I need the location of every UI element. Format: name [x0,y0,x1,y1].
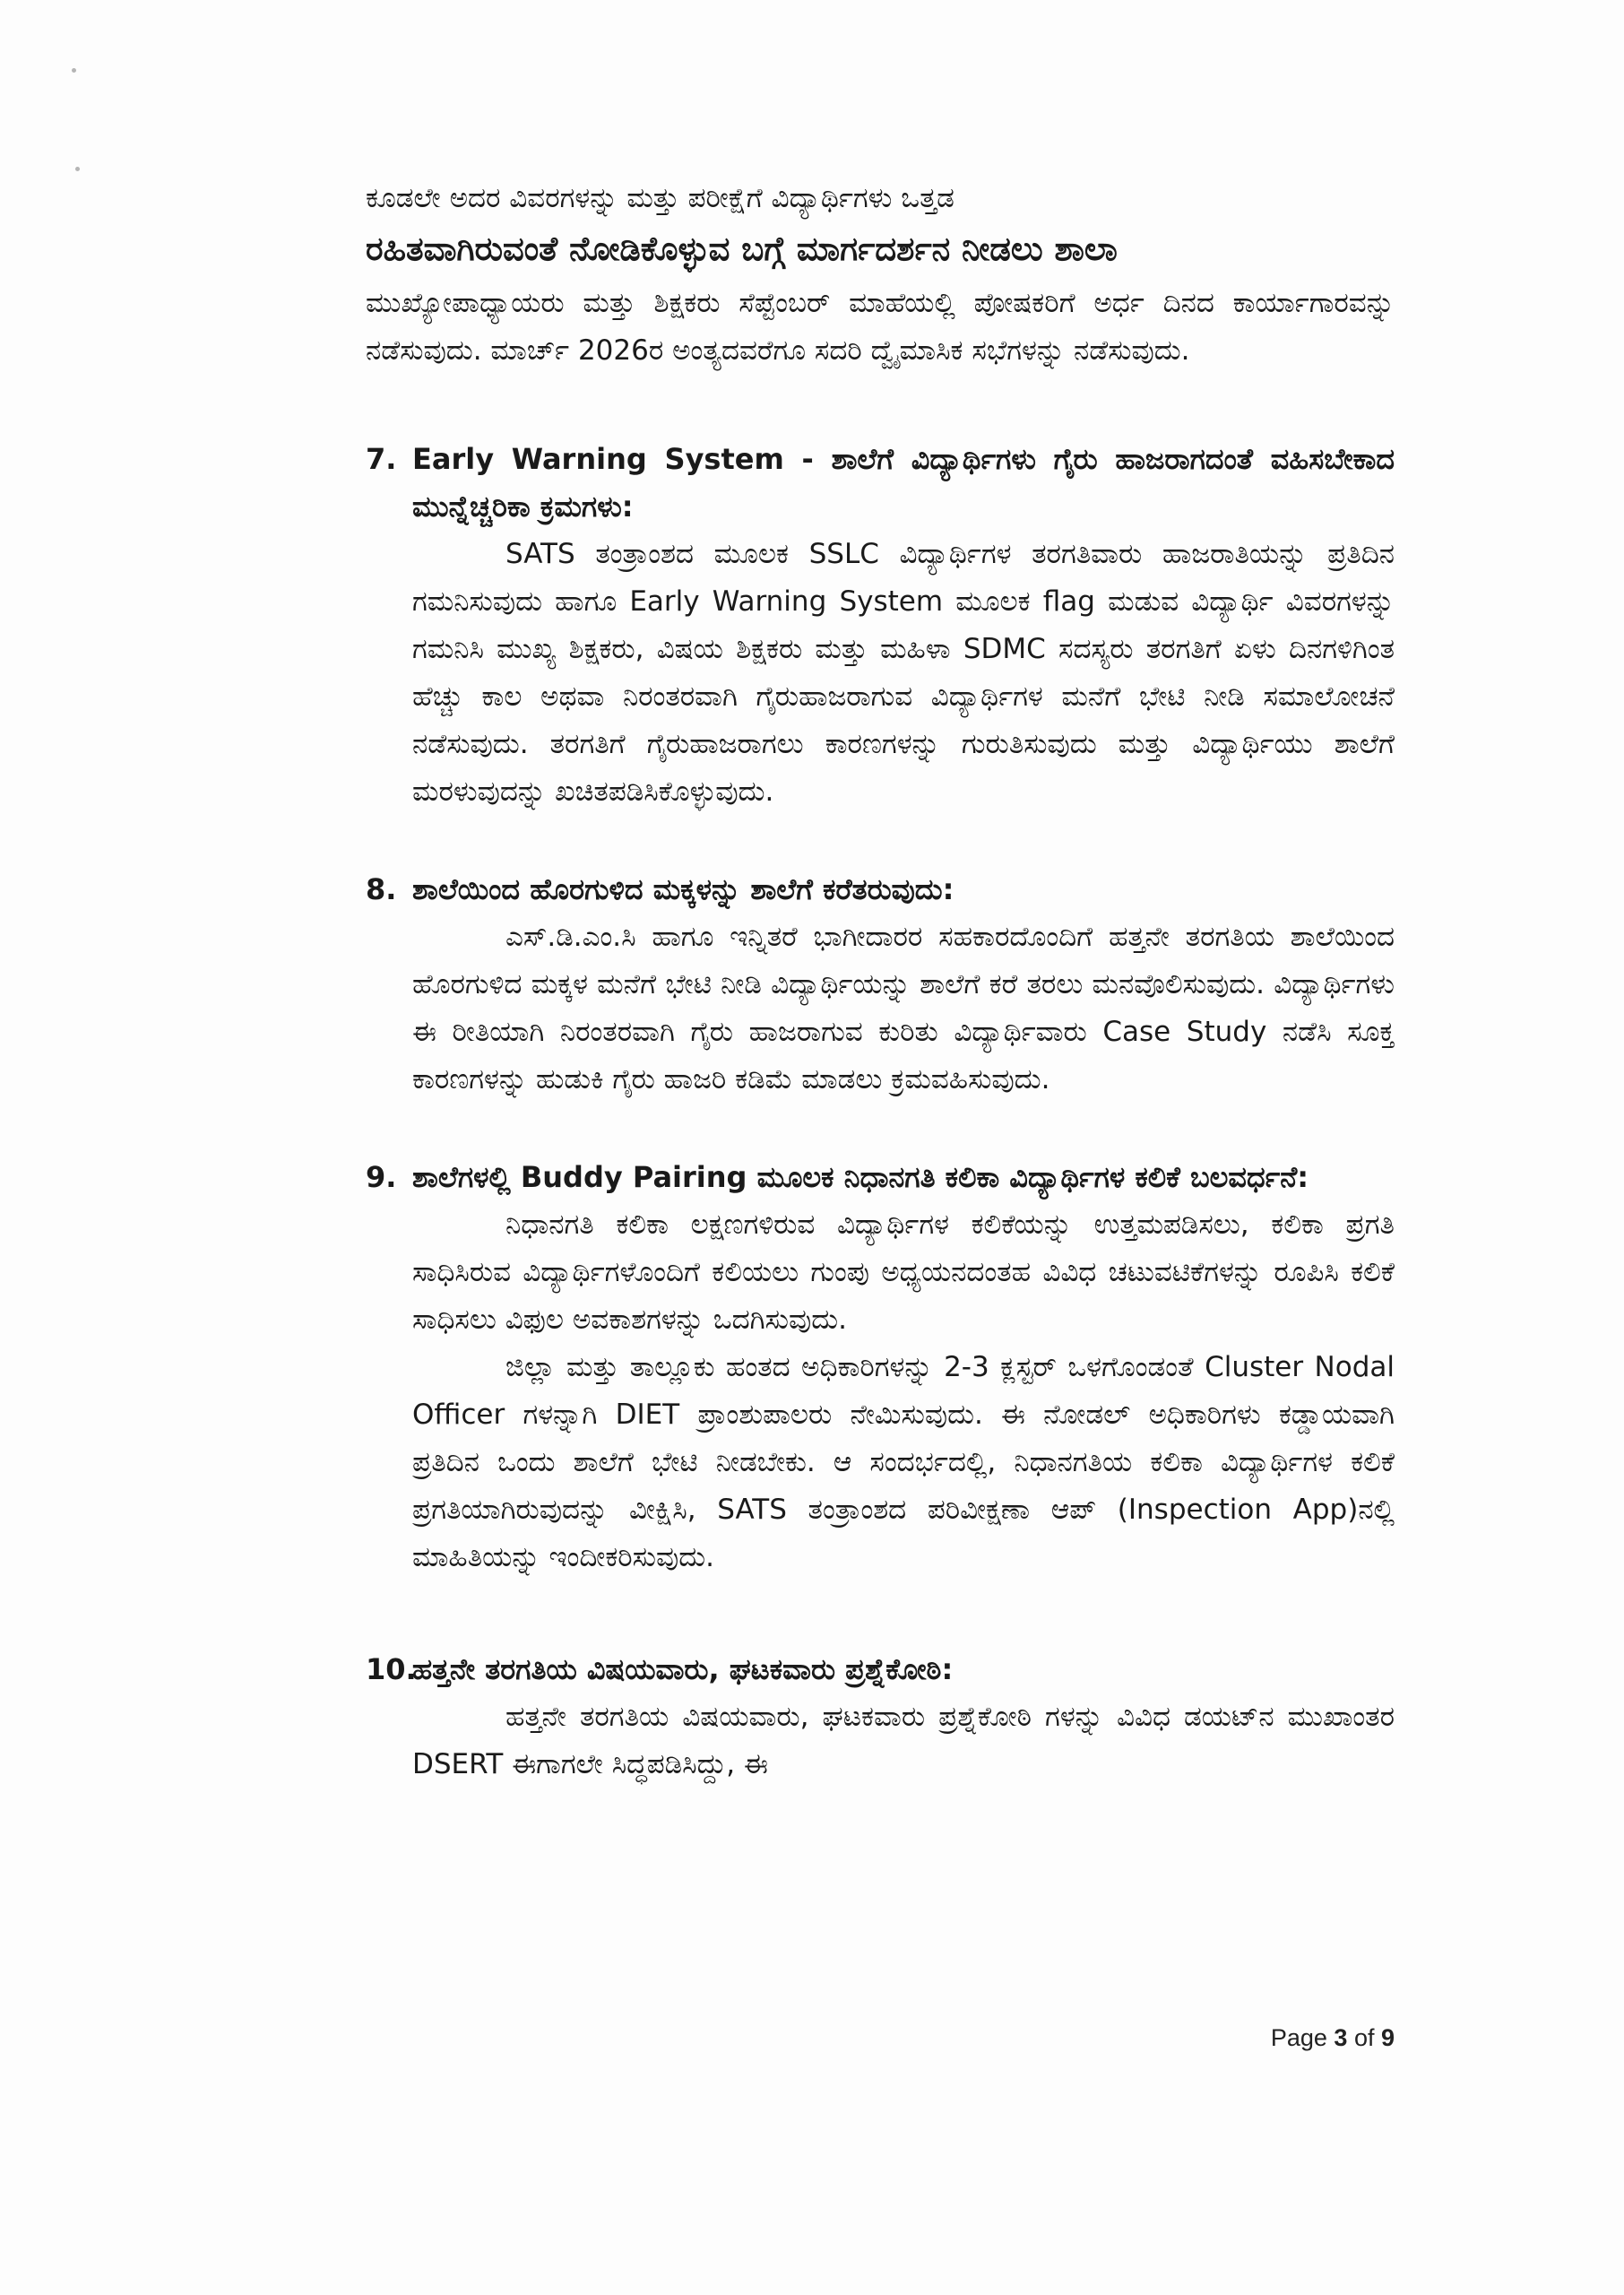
section-body [412,531,1395,816]
section-heading [366,1646,1395,1693]
page-number-prefix: Page [1270,2024,1335,2051]
section-number: 9. [366,1160,397,1194]
page-number-total: 9 [1380,2024,1395,2051]
page-number-current: 3 [1334,2024,1348,2051]
intro-line-2: ರಹಿತವಾಗಿರುವಂತೆ ನೋಡಿಕೊಳ್ಳುವ ಬಗ್ಗೆ ಮಾರ್ಗದರ್ಶನ ನೀಡಲು ಶಾಲಾ [366,230,1118,268]
intro-rest: ಮುಖ್ಯೋಪಾಧ್ಯಾಯರು ಮತ್ತು ಶಿಕ್ಷಕರು ಸೆಪ್ಟೆಂಬರ್ ಮಾಹೆಯಲ್ಲಿ ಪೋಷಕರಿಗೆ ಅರ್ಧ ದಿನದ ಕಾರ್ಯಾಗಾರವನ್ನು ನಡೆಸುವುದು. ಮಾರ್ಚ್ 2026ರ ಅಂತ್ಯದವರೆಗೂ ಸದರಿ ದ್ವೈಮಾಸಿಕ ಸಭೆಗಳನ್ನು ನಡೆಸುವುದು. [366,287,1395,367]
section-title: ಶಾಲೆಯಿಂದ ಹೊರಗುಳಿದ ಮಕ್ಕಳನ್ನು ಶಾಲೆಗೆ ಕರೆತರುವುದು: [412,872,955,906]
section-body [412,1693,1395,1788]
scan-speck [72,68,76,73]
page-number [1237,2024,1395,2052]
page-content [366,175,1395,1788]
section-paragraph: ಎಸ್.ಡಿ.ಎಂ.ಸಿ ಹಾಗೂ ಇನ್ನಿತರೆ ಭಾಗೀದಾರರ ಸಹಕಾರದೊಂದಿಗೆ ಹತ್ತನೇ ತರಗತಿಯ ಶಾಲೆಯಿಂದ ಹೊರಗುಳಿದ ಮಕ್ಕಳ ಮನೆಗೆ ಭೇಟಿ ನೀಡಿ ವಿದ್ಯಾರ್ಥಿಯನ್ನು ಶಾಲೆಗೆ ಕರೆ ತರಲು ಮನವೊಲಿಸುವುದು. ವಿದ್ಯಾರ್ಥಿಗಳು ಈ ರೀತಿಯಾಗಿ ನಿರಂತರವಾಗಿ ಗೈರು ಹಾಜರಾಗುವ ಕುರಿತು ವಿದ್ಯಾರ್ಥಿವಾರು Case Study ನಡೆಸಿ ಸೂಕ್ತ ಕಾರಣಗಳನ್ನು ಹುಡುಕಿ ಗೈರು ಹಾಜರಿ ಕಡಿಮೆ ಮಾಡಲು ಕ್ರಮವಹಿಸುವುದು. [412,921,1395,1096]
scan-speck [75,167,80,171]
section-title: ಹತ್ತನೇ ತರಗತಿಯ ವಿಷಯವಾರು, ಘಟಕವಾರು ಪ್ರಶ್ನೆಕೋಠಿ: [412,1652,954,1686]
section-title: Early Warning System - ಶಾಲೆಗೆ ವಿದ್ಯಾರ್ಥಿಗಳು ಗೈರು ಹಾಜರಾಗದಂತೆ ವಹಿಸಬೇಕಾದ ಮುನ್ನೆಚ್ಚರಿಕಾ ಕ್ರಮಗಳು: [412,442,1395,524]
section-9 [366,1154,1395,1581]
section-paragraph: ಜಿಲ್ಲಾ ಮತ್ತು ತಾಲ್ಲೂಕು ಹಂತದ ಅಧಿಕಾರಿಗಳನ್ನು 2-3 ಕ್ಲಸ್ಟರ್ ಒಳಗೊಂಡಂತೆ Cluster Nodal Officer ಗಳನ್ನಾಗಿ DIET ಪ್ರಾಂಶುಪಾಲರು ನೇಮಿಸುವುದು. ಈ ನೋಡಲ್ ಅಧಿಕಾರಿಗಳು ಕಡ್ಡಾಯವಾಗಿ ಪ್ರತಿದಿನ ಒಂದು ಶಾಲೆಗೆ ಭೇಟಿ ನೀಡಬೇಕು. ಆ ಸಂದರ್ಭದಲ್ಲಿ, ನಿಧಾನಗತಿಯ ಕಲಿಕಾ ವಿದ್ಯಾರ್ಥಿಗಳ ಕಲಿಕೆ ಪ್ರಗತಿಯಾಗಿರುವುದನ್ನು ವೀಕ್ಷಿಸಿ, SATS ತಂತ್ರಾಂಶದ ಪರಿವೀಕ್ಷಣಾ ಆಪ್ (Inspection App)ನಲ್ಲಿ ಮಾಹಿತಿಯನ್ನು ಇಂದೀಕರಿಸುವುದು. [412,1351,1395,1573]
section-heading [366,436,1395,531]
section-number: 10. [366,1652,417,1686]
section-7 [366,436,1395,816]
section-paragraph: SATS ತಂತ್ರಾಂಶದ ಮೂಲಕ SSLC ವಿದ್ಯಾರ್ಥಿಗಳ ತರಗತಿವಾರು ಹಾಜರಾತಿಯನ್ನು ಪ್ರತಿದಿನ ಗಮನಿಸುವುದು ಹಾಗೂ Early Warning System ಮೂಲಕ flag ಮಡುವ ವಿದ್ಯಾರ್ಥಿ ವಿವರಗಳನ್ನು ಗಮನಿಸಿ ಮುಖ್ಯ ಶಿಕ್ಷಕರು, ವಿಷಯ ಶಿಕ್ಷಕರು ಮತ್ತು ಮಹಿಳಾ SDMC ಸದಸ್ಯರು ತರಗತಿಗೆ ಏಳು ದಿನಗಳಿಗಿಂತ ಹೆಚ್ಚು ಕಾಲ ಅಥವಾ ನಿರಂತರವಾಗಿ ಗೈರುಹಾಜರಾಗುವ ವಿದ್ಯಾರ್ಥಿಗಳ ಮನೆಗೆ ಭೇಟಿ ನೀಡಿ ಸಮಾಲೋಚನೆ ನಡೆಸುವುದು. ತರಗತಿಗೆ ಗೈರುಹಾಜರಾಗಲು ಕಾರಣಗಳನ್ನು ಗುರುತಿಸುವುದು ಮತ್ತು ವಿದ್ಯಾರ್ಥಿಯು ಶಾಲೆಗೆ ಮರಳುವುದನ್ನು ಖಚಿತಪಡಿಸಿಕೊಳ್ಳುವುದು. [412,538,1395,808]
section-number: 7. [366,442,397,476]
section-body [412,1201,1395,1581]
section-heading [366,1154,1395,1201]
section-8 [366,866,1395,1104]
section-number: 8. [366,872,397,906]
intro-line-1: ಕೂಡಲೇ ಅದರ ವಿವರಗಳನ್ನು ಮತ್ತು ಪರೀಕ್ಷೆಗೆ ವಿದ್ಯಾರ್ಥಿಗಳು ಒತ್ತಡ [366,182,955,214]
section-paragraph: ನಿಧಾನಗತಿ ಕಲಿಕಾ ಲಕ್ಷಣಗಳಿರುವ ವಿದ್ಯಾರ್ಥಿಗಳ ಕಲಿಕೆಯನ್ನು ಉತ್ತಮಪಡಿಸಲು, ಕಲಿಕಾ ಪ್ರಗತಿ ಸಾಧಿಸಿರುವ ವಿದ್ಯಾರ್ಥಿಗಳೊಂದಿಗೆ ಕಲಿಯಲು ಗುಂಪು ಅಧ್ಯಯನದಂತಹ ವಿವಿಧ ಚಟುವಟಿಕೆಗಳನ್ನು ರೂಪಿಸಿ ಕಲಿಕೆ ಸಾಧಿಸಲು ವಿಫುಲ ಅವಕಾಶಗಳನ್ನು ಒದಗಿಸುವುದು. [412,1208,1395,1336]
page-number-separator: of [1347,2024,1381,2051]
section-10 [366,1646,1395,1788]
section-title: ಶಾಲೆಗಳಲ್ಲಿ Buddy Pairing ಮೂಲಕ ನಿಧಾನಗತಿ ಕಲಿಕಾ ವಿದ್ಯಾರ್ಥಿಗಳ ಕಲಿಕೆ ಬಲವರ್ಧನೆ: [412,1160,1309,1194]
section-paragraph: ಹತ್ತನೇ ತರಗತಿಯ ವಿಷಯವಾರು, ಘಟಕವಾರು ಪ್ರಶ್ನೆಕೋಠಿ ಗಳನ್ನು ವಿವಿಧ ಡಯಟ್‌ನ ಮುಖಾಂತರ DSERT ಈಗಾಗಲೇ ಸಿದ್ಧಪಡಿಸಿದ್ದು, ಈ [412,1701,1395,1780]
section-heading [366,866,1395,914]
section-body [412,914,1395,1104]
